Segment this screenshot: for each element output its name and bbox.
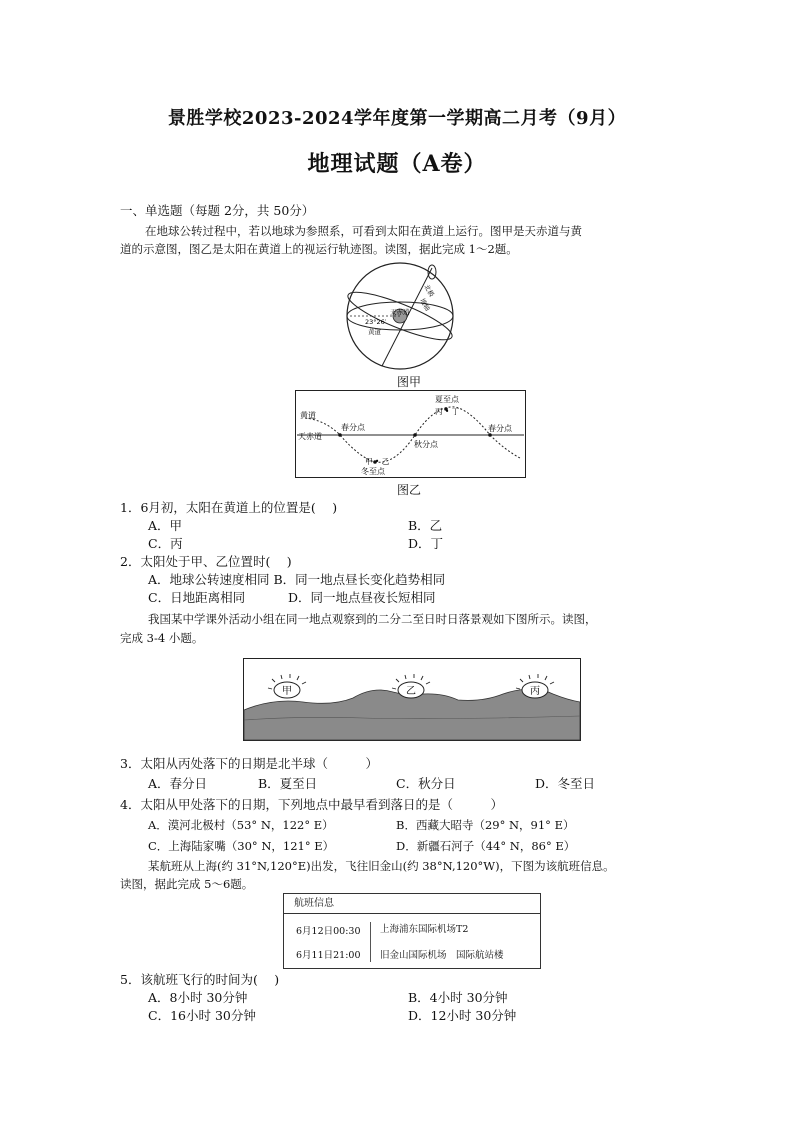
winter-solstice-label: 冬至点 bbox=[361, 467, 385, 476]
north-pole-label: 北极 bbox=[422, 283, 436, 299]
exam-subtitle: 地理试题（A卷） bbox=[307, 151, 487, 177]
q3-stem: 3．太阳从丙处落下的日期是北半球（ ） bbox=[120, 756, 378, 771]
flight-divider bbox=[370, 922, 371, 962]
arrival-time: 6月11日21:00 bbox=[296, 950, 361, 961]
sun-apparent-path-figure bbox=[295, 390, 526, 479]
spring-equinox-label-2: 春分点 bbox=[488, 424, 512, 433]
bing-ding-label: 丙 • 丁 bbox=[435, 407, 460, 416]
svg-text:丙: 丙 bbox=[530, 686, 540, 697]
passage3-line1: 某航班从上海(约 31°N,120°E)出发，飞往旧金山(约 38°N,120°W)，下图为该航班信息。 bbox=[148, 859, 615, 873]
fig-jia-caption: 图甲 bbox=[397, 375, 422, 389]
sunset-scene-figure bbox=[243, 658, 581, 742]
svg-text:乙: 乙 bbox=[406, 686, 416, 697]
q4-option-b: B．西藏大昭寺（29° N，91° E） bbox=[396, 818, 575, 832]
ecliptic-label: 黄道 bbox=[368, 328, 381, 336]
q5-option-d: D．12小时 30分钟 bbox=[408, 1008, 517, 1023]
q2-stem: 2．太阳处于甲、乙位置时( ) bbox=[120, 554, 292, 569]
q4-option-c: C．上海陆家嘴（30° N，121° E） bbox=[148, 839, 335, 853]
q4-option-a: A．漠河北极村（53° N，122° E） bbox=[148, 818, 334, 832]
celestial-equator-label: 天赤道 bbox=[390, 308, 410, 316]
departure-time: 6月12日00:30 bbox=[296, 926, 361, 937]
celestial-equator-label-yi: 天赤道 bbox=[298, 432, 322, 441]
summer-solstice-label: 夏至点 bbox=[435, 395, 459, 404]
q1-option-a: A．甲 bbox=[148, 518, 183, 533]
q5-option-a: A．8小时 30分钟 bbox=[148, 990, 248, 1005]
exam-title: 景胜学校2023-2024学年度第一学期高二月考（9月） bbox=[167, 108, 627, 129]
celestial-sphere-figure bbox=[340, 258, 470, 378]
q2-option-d: D．同一地点昼夜长短相同 bbox=[288, 590, 436, 605]
svg-text:甲: 甲 bbox=[282, 686, 292, 697]
q4-option-d: D．新疆石河子（44° N，86° E） bbox=[396, 839, 576, 853]
departure-place: 上海浦东国际机场T2 bbox=[380, 924, 469, 935]
passage2-line1: 我国某中学课外活动小组在同一地点观察到的二分二至日时日落景观如下图所示。读图， bbox=[148, 612, 597, 626]
passage3-line2: 读图，据此完成 5～6题。 bbox=[120, 877, 254, 891]
q5-option-b: B．4小时 30分钟 bbox=[408, 990, 508, 1005]
intro-line-2: 道的示意图，图乙是太阳在黄道上的视运行轨迹图。读图，据此完成 1～2题。 bbox=[120, 242, 518, 256]
q2-option-ab: A．地球公转速度相同 B．同一地点昼长变化趋势相同 bbox=[148, 572, 446, 587]
q1-stem: 1．6月初，太阳在黄道上的位置是( ) bbox=[120, 500, 338, 515]
fig-yi-caption: 图乙 bbox=[397, 483, 422, 497]
flight-info-box bbox=[283, 893, 541, 969]
ecliptic-label-yi: 黄道 bbox=[300, 411, 316, 420]
autumn-equinox-label: 秋分点 bbox=[414, 440, 438, 449]
flight-info-header: 航班信息 bbox=[284, 894, 540, 914]
arrival-place: 旧金山国际机场 国际航站楼 bbox=[380, 950, 504, 961]
q3-option-c: C．秋分日 bbox=[396, 776, 456, 791]
angle-label: 23°26′ bbox=[365, 318, 387, 326]
q1-option-c: C．丙 bbox=[148, 536, 183, 551]
q2-option-c: C．日地距离相同 bbox=[148, 590, 246, 605]
jia-yi-label: 甲 • 乙 bbox=[365, 457, 390, 466]
q1-option-d: D．丁 bbox=[408, 536, 444, 551]
q5-option-c: C．16小时 30分钟 bbox=[148, 1008, 256, 1023]
passage2-line2: 完成 3-4 小题。 bbox=[120, 631, 204, 645]
q3-option-d: D．冬至日 bbox=[535, 776, 596, 791]
earth-axis-label: 地轴 bbox=[418, 297, 432, 313]
intro-line-1: 在地球公转过程中，若以地球为参照系，可看到太阳在黄道上运行。图甲是天赤道与黄 bbox=[145, 224, 582, 238]
q1-option-b: B．乙 bbox=[408, 518, 443, 533]
q4-stem: 4．太阳从甲处落下的日期，下列地点中最早看到落日的是（ ） bbox=[120, 797, 503, 812]
section-heading: 一、单选题（每题 2分，共 50分） bbox=[120, 203, 315, 218]
q5-stem: 5．该航班飞行的时间为( ) bbox=[120, 972, 280, 987]
spring-equinox-label-1: 春分点 bbox=[341, 423, 365, 432]
q3-option-b: B．夏至日 bbox=[258, 776, 318, 791]
q3-option-a: A．春分日 bbox=[148, 776, 208, 791]
